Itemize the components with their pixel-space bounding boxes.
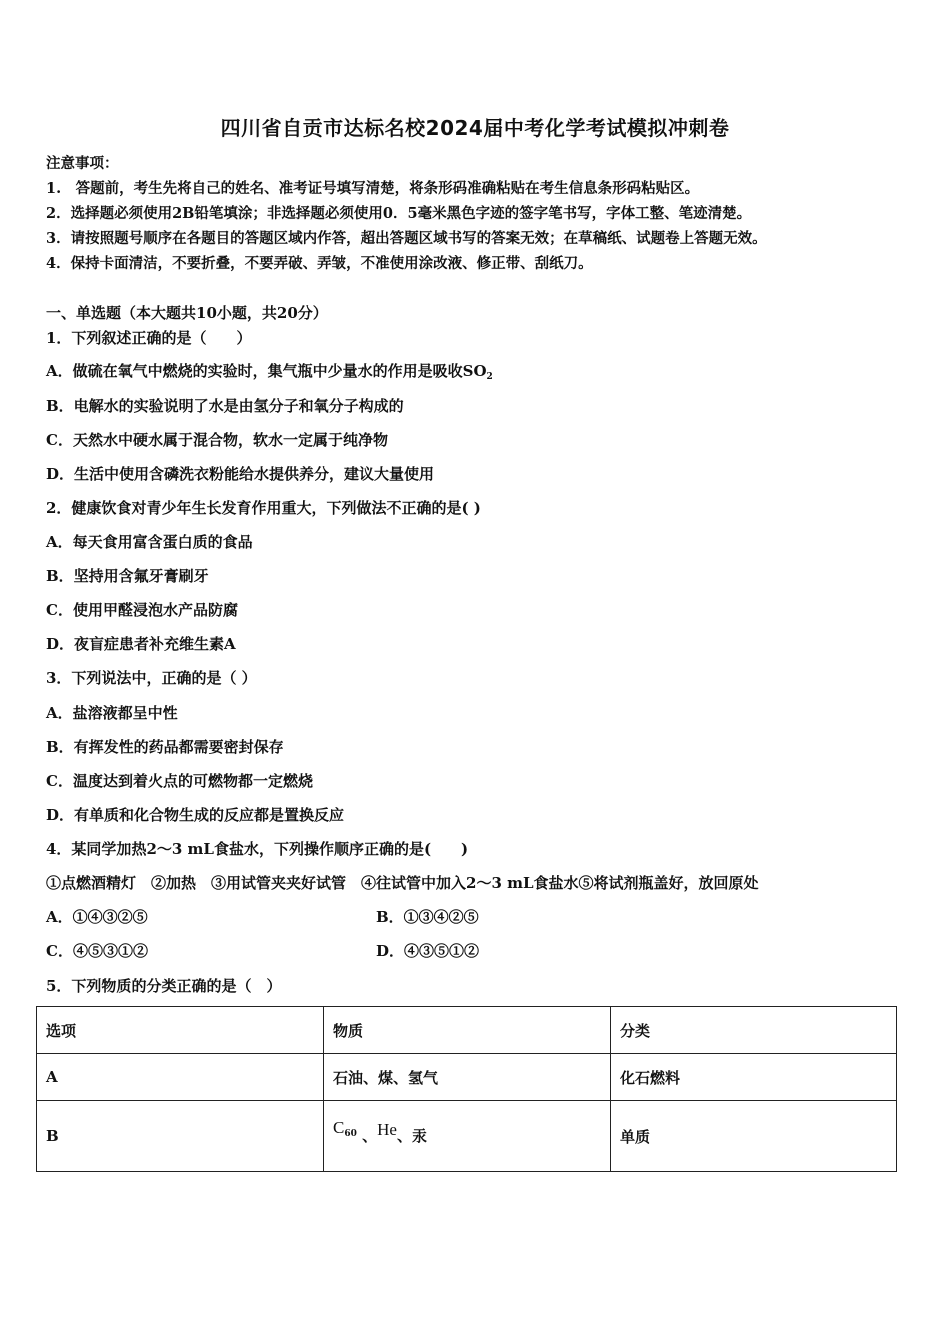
notice-item-2: 2．选择题必须使用2B铅笔填涂；非选择题必须使用0．5毫米黑色字迹的签字笔书写，字体工整、笔迹清楚。	[46, 205, 752, 222]
question-5-stem: 5．下列物质的分类正确的是（ ）	[46, 977, 282, 995]
row-b-option: B	[37, 1101, 324, 1172]
notice-heading: 注意事项：	[46, 155, 119, 172]
c60-letter: C	[333, 1118, 345, 1137]
table-header-row	[37, 1007, 897, 1054]
notice-item-3: 3．请按照题号顺序在各题目的答题区域内作答，超出答题区域书写的答案无效；在草稿纸、试题卷上答题无效。	[46, 230, 767, 247]
question-2-stem: 2．健康饮食对青少年生长发育作用重大，下列做法不正确的是( )	[46, 499, 481, 517]
question-4-steps: ①点燃酒精灯 ②加热 ③用试管夹夹好试管 ④往试管中加入2～3 mL食盐水⑤将试剂瓶盖好，放回原处	[46, 874, 759, 892]
mercury-text: 、汞	[396, 1127, 427, 1145]
question-2-option-a: A．每天食用富含蛋白质的食品	[46, 533, 253, 551]
question-4-option-a: A．①④③②⑤	[46, 908, 148, 926]
helium-symbol: He	[377, 1120, 397, 1139]
table-row	[37, 1101, 897, 1172]
question-3-option-c: C．温度达到着火点的可燃物都一定燃烧	[46, 772, 313, 790]
question-3-option-a: A．盐溶液都呈中性	[46, 704, 178, 722]
row-a-option: A	[37, 1054, 324, 1101]
row-a-category: 化石燃料	[611, 1054, 897, 1101]
question-1-option-b: B．电解水的实验说明了水是由氢分子和氧分子构成的	[46, 397, 404, 415]
question-1-stem: 1．下列叙述正确的是（ ）	[46, 329, 252, 347]
row-b-category: 单质	[611, 1101, 897, 1172]
classification-table	[36, 1006, 897, 1172]
question-1-option-d: D．生活中使用含磷洗衣粉能给水提供养分，建议大量使用	[46, 465, 435, 483]
question-3-stem: 3．下列说法中，正确的是（ ）	[46, 669, 257, 687]
separator: 、	[362, 1127, 378, 1145]
question-1-option-a	[46, 360, 493, 382]
question-2-option-c: C．使用甲醛浸泡水产品防腐	[46, 601, 238, 619]
header-substance: 物质	[324, 1007, 611, 1054]
header-option: 选项	[37, 1007, 324, 1054]
row-a-substance: 石油、煤、氢气	[324, 1054, 611, 1101]
option-a-text: A．做硫在氧气中燃烧的实验时，集气瓶中少量水的作用是吸收SO	[46, 362, 487, 380]
row-b-substance	[324, 1101, 611, 1172]
c60-subscript: 60	[344, 1129, 357, 1139]
notice-item-1: 1. 答题前，考生先将自己的姓名、准考证号填写清楚，将条形码准确粘贴在考生信息条形码粘贴区。	[46, 180, 700, 197]
question-3-option-d: D．有单质和化合物生成的反应都是置换反应	[46, 806, 345, 824]
table-row	[37, 1054, 897, 1101]
question-2-option-d: D．夜盲症患者补充维生素A	[46, 635, 236, 653]
page-title: 四川省自贡市达标名校2024届中考化学考试模拟冲刺卷	[220, 116, 730, 140]
question-4-option-b: B．①③④②⑤	[376, 908, 479, 926]
subscript: 2	[486, 372, 493, 382]
header-category: 分类	[611, 1007, 897, 1054]
question-2-option-b: B．坚持用含氟牙膏刷牙	[46, 567, 209, 585]
notice-item-4: 4．保持卡面清洁，不要折叠，不要弄破、弄皱，不准使用涂改液、修正带、刮纸刀。	[46, 255, 593, 272]
question-1-option-c: C．天然水中硬水属于混合物，软水一定属于纯净物	[46, 431, 388, 449]
section-heading: 一、单选题（本大题共10小题，共20分）	[46, 304, 328, 322]
question-4-option-c: C．④⑤③①②	[46, 942, 148, 960]
question-3-option-b: B．有挥发性的药品都需要密封保存	[46, 738, 284, 756]
question-4-stem: 4．某同学加热2～3 mL食盐水，下列操作顺序正确的是( )	[46, 840, 469, 858]
question-4-option-d: D．④③⑤①②	[376, 942, 480, 960]
